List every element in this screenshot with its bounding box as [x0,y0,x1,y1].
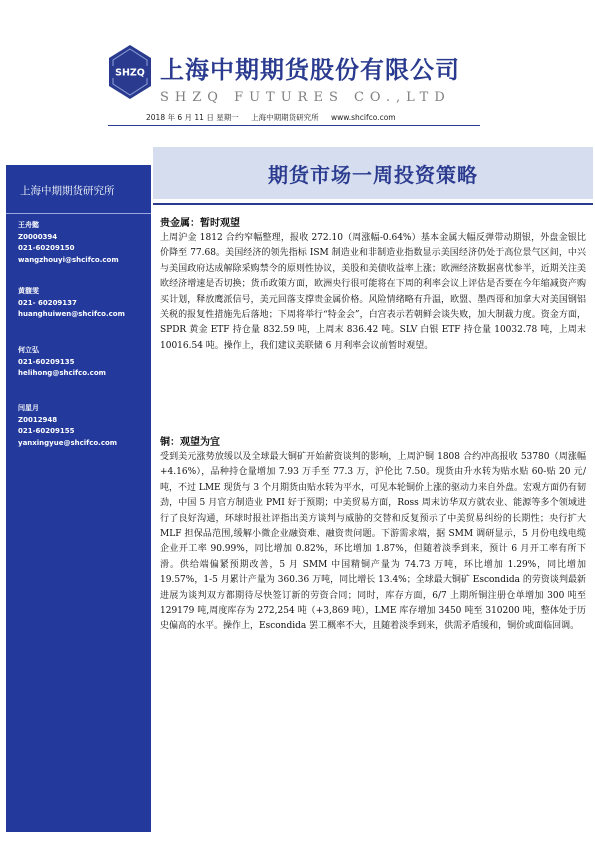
sidebar-divider [6,213,151,214]
contact-name: 何立弘 [18,346,39,354]
contact-id: Z0000394 [18,232,58,241]
contact-phone: 021-60209150 [18,244,75,252]
sidebar [6,165,151,832]
logo-text: SHZQ [115,67,145,79]
contact-name: 王舟懿 [18,221,39,229]
report-date: 2018 年 6 月 11 日 星期一 [146,113,239,122]
sidebar-org: 上海中期期货研究所 [20,185,115,197]
company-logo-icon [107,44,153,100]
page-title: 期货市场一周投资策略 [268,163,478,187]
contact-card [18,220,119,266]
contact-name: 闫星月 [18,404,39,412]
section-heading: 贵金属：暂时观望 [160,218,240,229]
section-precious-metals [160,214,586,354]
contact-card [18,345,106,380]
company-name-cn: 上海中期期货股份有限公司 [160,56,460,84]
company-name-en: SHZQ FUTURES CO.,LTD [160,90,451,105]
contact-email[interactable]: helihong@shcifco.com [18,369,106,377]
contact-email[interactable]: wangzhouyi@shcifco.com [18,255,119,264]
section-heading: 铜：观望为宜 [160,437,220,448]
contact-email[interactable]: huanghuiwen@shcifco.com [18,310,125,318]
section-copper [160,433,586,635]
website-link[interactable]: www.shcifco.com [331,113,396,122]
header-institute: 上海中期期货研究所 [251,113,319,122]
dateline [146,112,406,123]
contact-name: 黄馥雯 [18,287,39,295]
contact-email[interactable]: yanxingyue@shcifco.com [18,438,118,447]
contact-phone: 021- 60209137 [18,298,77,307]
section-body: 上周沪金 1812 合约窄幅整理，报收 272.10（周涨幅-0.64%）基本金属大幅反弹带动期银，外盘金银比价降至 77.68。美国经济的领先指标 ISM 制造业和非制造业指数显示美国经济仍处于高位景气区间，中兴与美国政府达成解除采购禁令的原则性协议，美股和美债收益率上涨；欧洲经济数据喜忧参半，近期关注美欧经济增速是否切换；货币政策方面，欧洲央行很可能将在下周的利率会议上评估是否要在今年缩减资产购买计划，释放鹰派信号，美元回落支撑贵金属价格。风险情绪略有升温，欧盟、墨西哥和加拿大对美国钢铝关税的报复性措施先后落地；下周将举行“特金会”，白宫表示若朝鲜会谈失败，加大制裁力度。资金方面，SPDR 黄金 ETF 持仓量 832.59 吨，上周末 836.42 吨。SLV 白银 ETF 持仓量 10032.78 吨，上周末 10016.54 吨。操作上，我们建议美联储 6 月利率会议前暂时观望。 [160,233,586,351]
header-divider [108,125,480,126]
contact-id: Z0012948 [18,415,58,424]
contact-card [18,286,125,321]
contact-card [18,403,117,449]
title-banner [153,147,593,199]
section-body: 受到美元涨势放缓以及全球最大铜矿开始薪资谈判的影响，上周沪铜 1808 合约冲高报收 53780（周涨幅+4.16%），品种持仓量增加 7.93 万手至 77.3 万，沪伦比 7.50。现货由升水转为贴水贴 60-贴 20 元/吨，不过 LME 现货与 3 个月期货由贴水转为平水，可见本轮铜价上涨的驱动力来自外盘。宏观方面仍有韧劲，中国 5 月官方制造业 PMI 好于预期；中美贸易方面，Ross 周末访华双方就农业、能源等多个领域进行了良好沟通，环球时报社评指出美方谈判与威胁的交替和反复预示了中美贸易纠纷的长期性；央行扩大 MLF 担保品范围,缓解小微企业融资难、融资贵问题。下游需求端，据 SMM 调研显示，5 月份电线电缆企业开工率 90.99%，同比增加 0.82%，环比增加 1.87%，但随着淡季到来，预计 6 月开工率有所下滑。供给端偏紧预期改善，5 月 SMM 中国精铜产量为 74.73 万吨，环比增加 1.29%，同比增加 19.57%，1-5 月累计产量为 360.36 万吨，同比增长 13.4%；全球最大铜矿 Escondida 的劳资谈判最新进展为谈判双方都期待尽快签订新的劳资合同；同时，库存方面，6/7 上期所铜注册仓单增加 300 吨至 129179 吨,周度库存为 272,254 吨（+3,869 吨），LME 库存增加 3450 吨至 310200 吨，整体处于历史偏高的水平。操作上，Escondida 罢工概率不大，且随着淡季到来，供需矛盾缓和，铜价或面临回调。 [160,452,586,632]
title-divider [153,203,593,205]
contact-phone: 021-60209135 [18,357,75,366]
contact-phone: 021-60209155 [18,427,75,435]
